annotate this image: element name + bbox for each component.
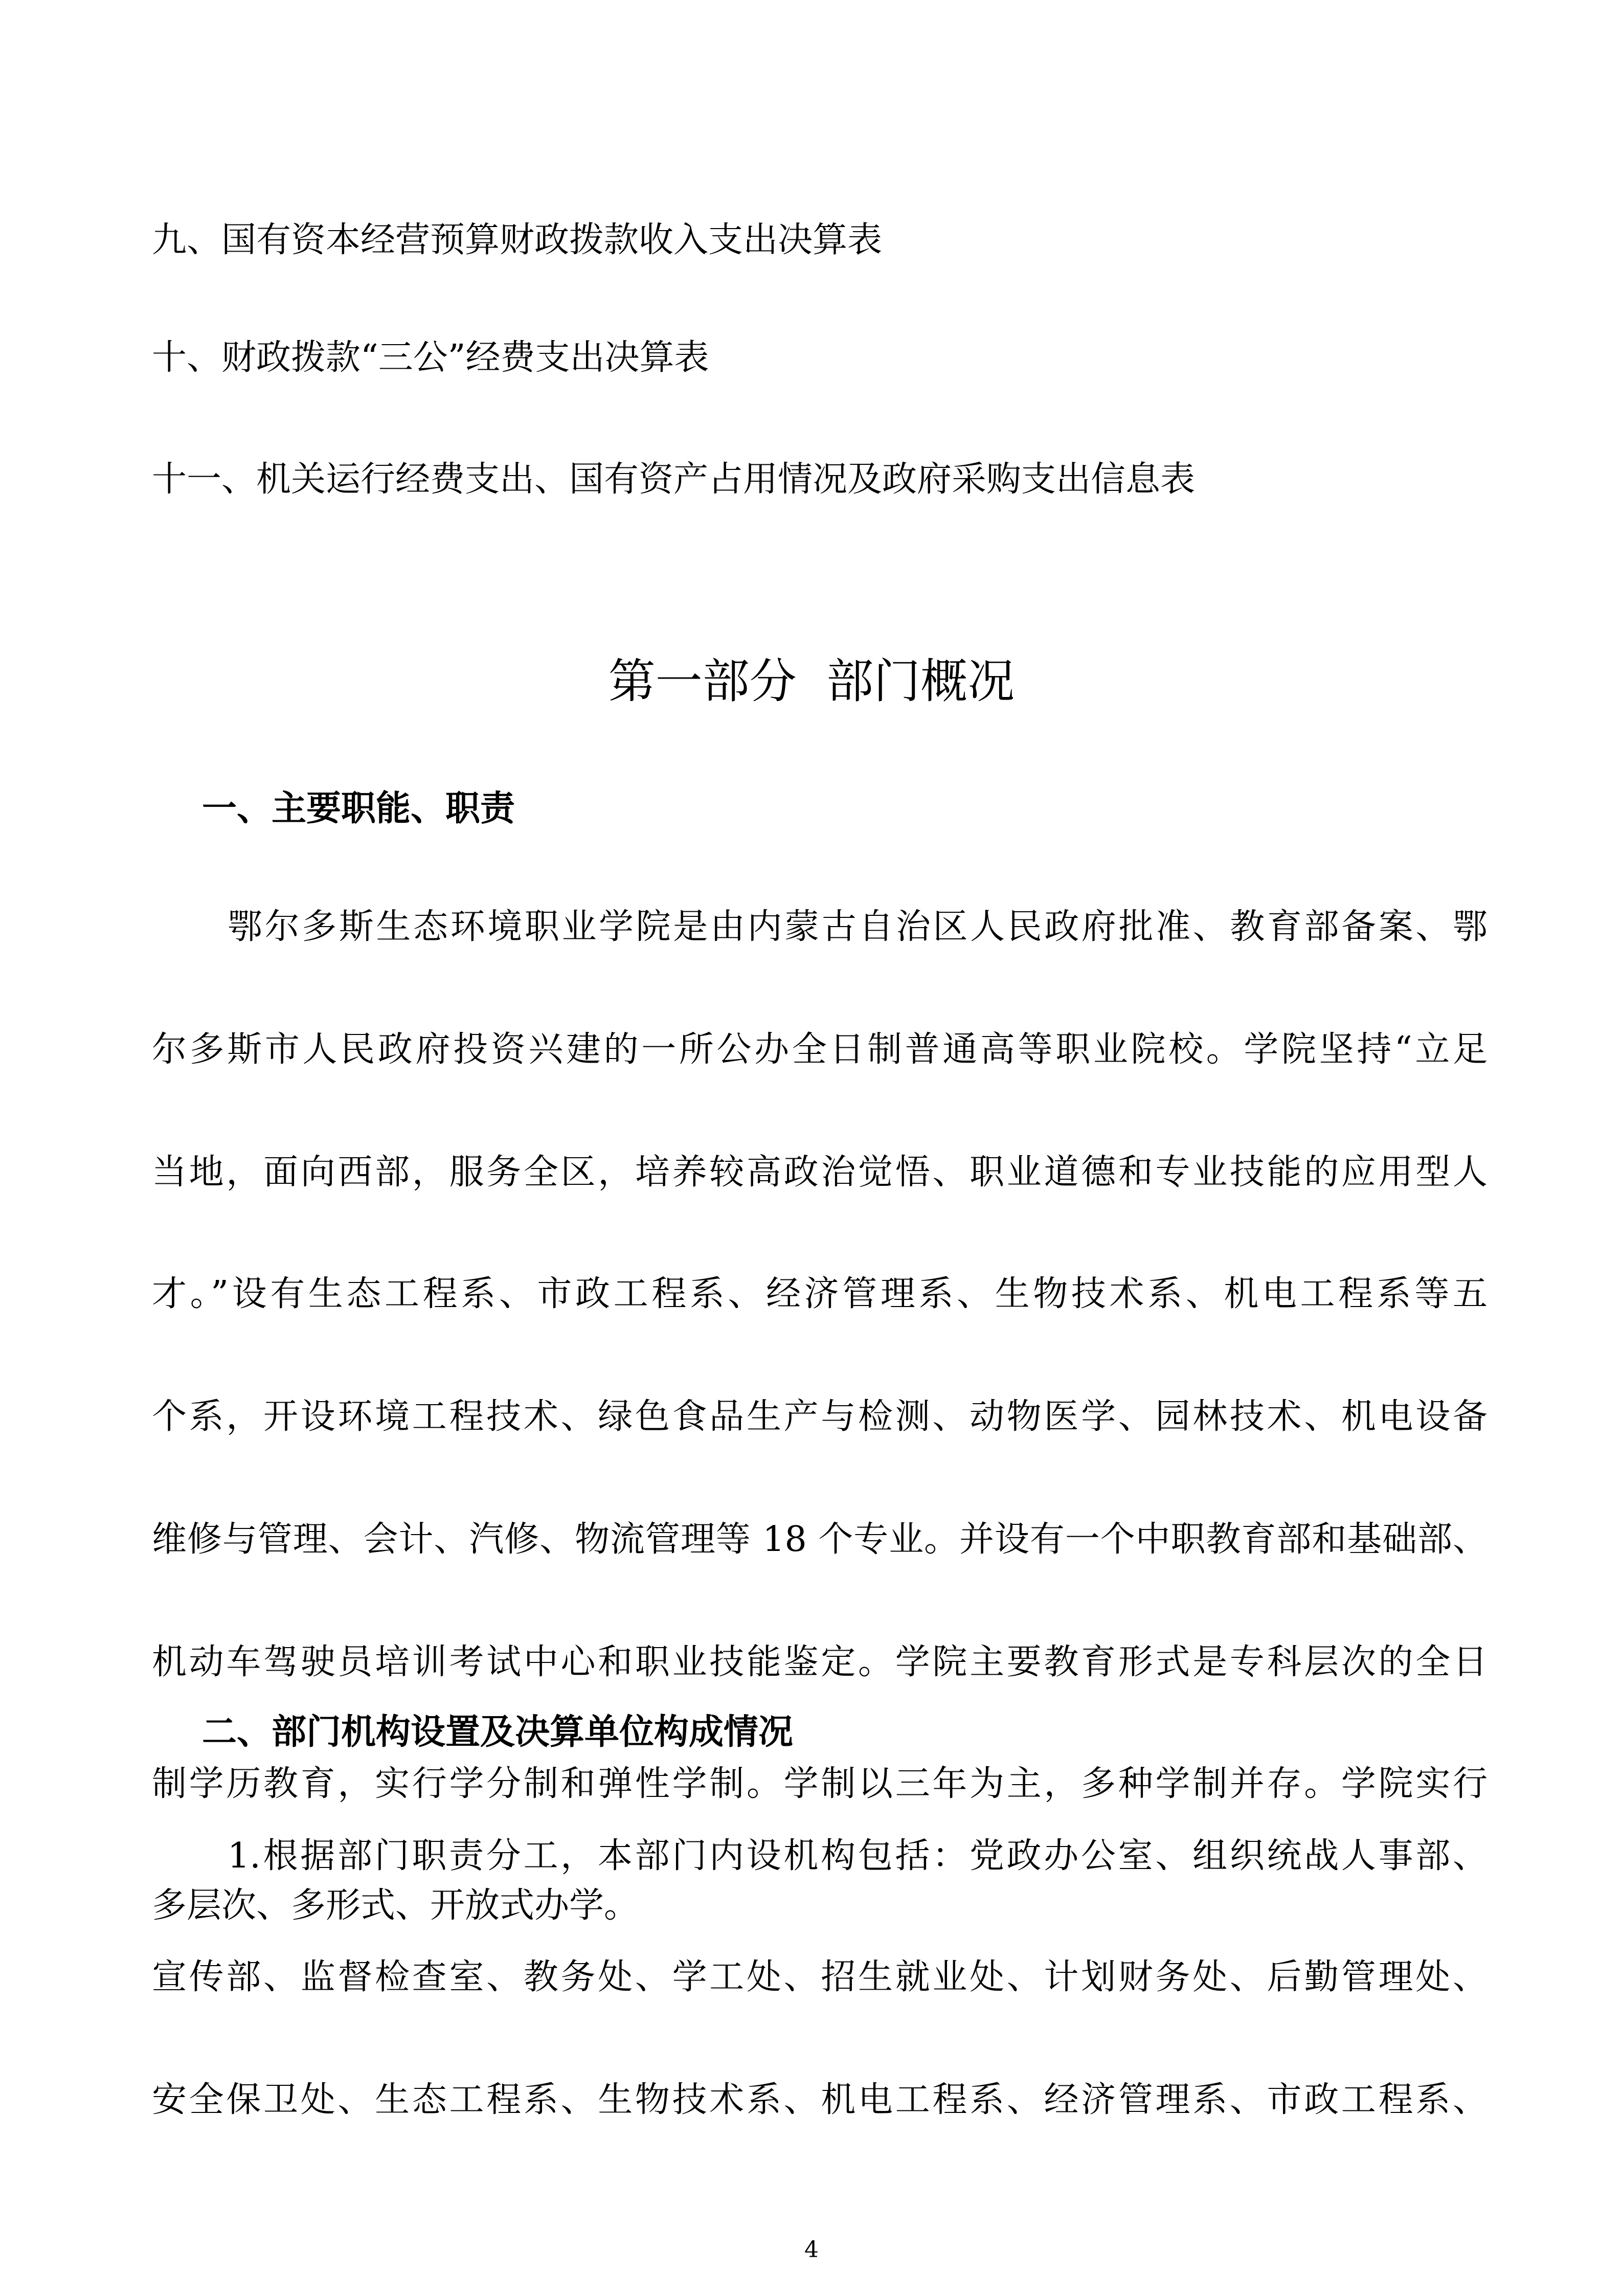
paragraph-line: 安全保卫处、生态工程系、生物技术系、机电工程系、经济管理系、市政工程系、	[152, 2080, 1487, 2120]
toc-item-10: 十、财政拨款“三公”经费支出决算表	[152, 337, 709, 378]
toc-item-11: 十一、机关运行经费支出、国有资产占用情况及政府采购支出信息表	[152, 459, 1196, 500]
paragraph-line: 才。”设有生态工程系、市政工程系、经济管理系、生物技术系、机电工程系等五	[152, 1274, 1487, 1314]
paragraph-line: 1.根据部门职责分工，本部门内设机构包括：党政办公室、组织统战人事部、	[228, 1836, 1487, 1876]
paragraph-line: 宣传部、监督检查室、教务处、学工处、招生就业处、计划财务处、后勤管理处、	[152, 1957, 1487, 1997]
part-title: 第一部分 部门概况	[608, 654, 1015, 709]
paragraph-line: 多层次、多形式、开放式办学。	[152, 1885, 639, 1926]
paragraph-line: 个系，开设环境工程技术、绿色食品生产与检测、动物医学、园林技术、机电设备	[152, 1397, 1487, 1437]
section-heading-functions: 一、主要职能、职责	[202, 789, 515, 829]
paragraph-line: 鄂尔多斯生态环境职业学院是由内蒙古自治区人民政府批准、教育部备案、鄂	[228, 907, 1487, 947]
page-number: 4	[804, 2237, 819, 2263]
toc-item-9: 九、国有资本经营预算财政拨款收入支出决算表	[152, 220, 883, 260]
paragraph-line: 制学历教育，实行学分制和弹性学制。学制以三年为主，多种学制并存。学院实行	[152, 1764, 1487, 1804]
section-heading-organization: 二、部门机构设置及决算单位构成情况	[202, 1712, 794, 1752]
paragraph-line: 尔多斯市人民政府投资兴建的一所公办全日制普通高等职业院校。学院坚持“立足	[152, 1029, 1487, 1070]
paragraph-line: 机动车驾驶员培训考试中心和职业技能鉴定。学院主要教育形式是专科层次的全日	[152, 1642, 1487, 1682]
paragraph-line: 维修与管理、会计、汽修、物流管理等 18 个专业。并设有一个中职教育部和基础部、	[152, 1519, 1487, 1560]
paragraph-line: 当地，面向西部，服务全区，培养较高政治觉悟、职业道德和专业技能的应用型人	[152, 1152, 1487, 1192]
